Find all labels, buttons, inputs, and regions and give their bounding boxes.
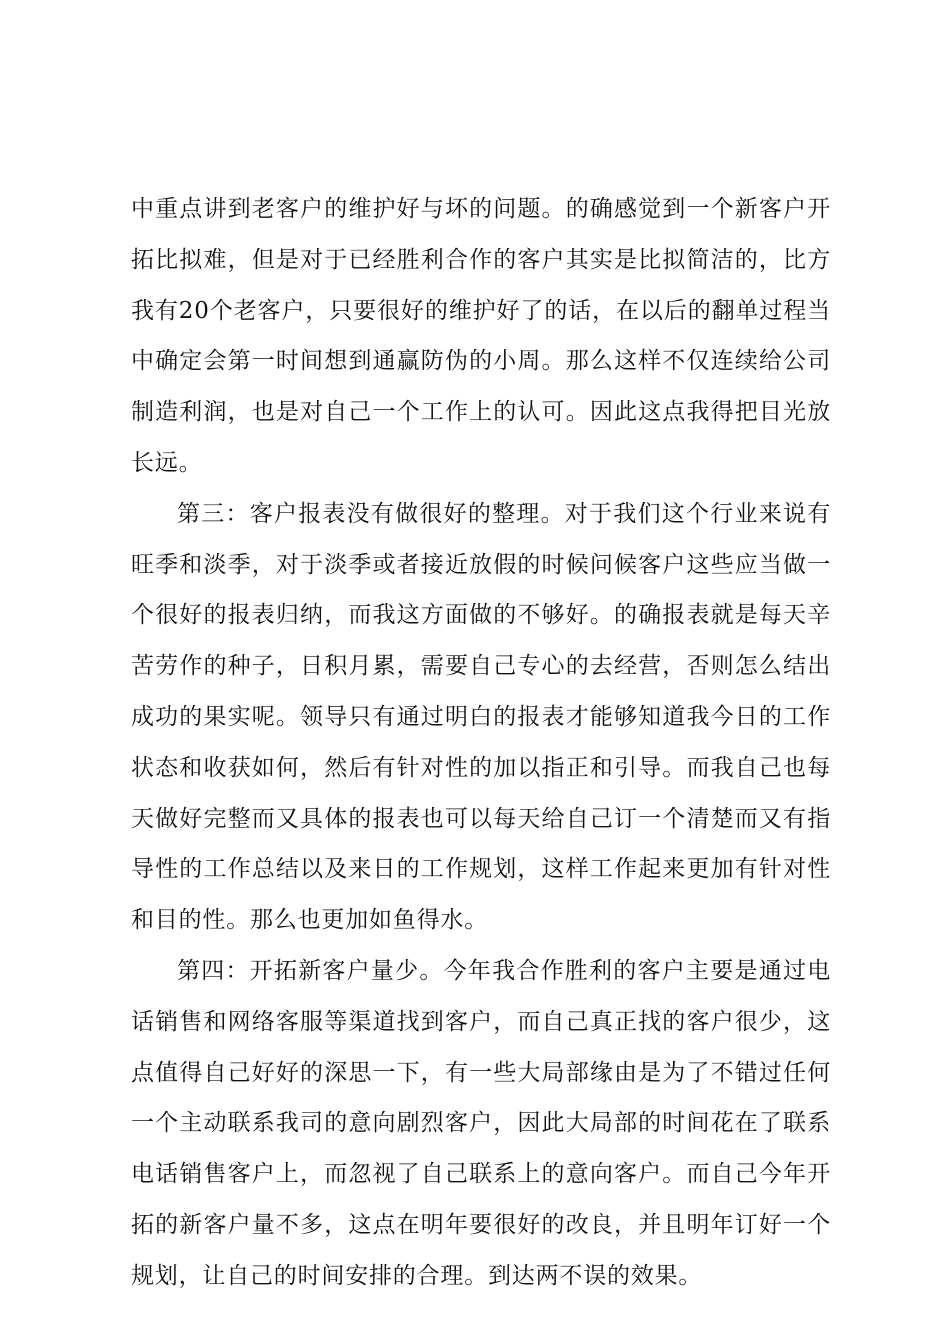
paragraph-point-four: 第四：开拓新客户量少。今年我合作胜利的客户主要是通过电话销售和网络客服等渠道找到客户，而自己真正找的客户很少，这点值得自己好好的深思一下，有一些大局部缘由是为了不错过任何一个主动联系我司的意向剧烈客户，因此大局部的时间花在了联系电话销售客户上，而忽视了自己联系上的意向客户。而自己今年开拓的新客户量不多，这点在明年要很好的改良，并且明年订好一个规划，让自己的时间安排的合理。到达两不误的效果。: [131, 957, 831, 1289]
document-body: [131, 184, 831, 1302]
paragraph-continuation: 中重点讲到老客户的维护好与坏的问题。的确感觉到一个新客户开拓比拟难，但是对于已经胜利合作的客户其实是比拟简洁的，比方我有20个老客户，只要很好的维护好了的话，在以后的翻单过程当中确定会第一时间想到通赢防伪的小周。那么这样不仅连续给公司制造利润，也是对自己一个工作上的认可。因此这点我得把目光放长远。: [131, 196, 831, 476]
paragraph-point-three: 第三：客户报表没有做很好的整理。对于我们这个行业来说有旺季和淡季，对于淡季或者接近放假的时候问候客户这些应当做一个很好的报表归纳，而我这方面做的不够好。的确报表就是每天辛苦劳作的种子，日积月累，需要自己专心的去经营，否则怎么结出成功的果实呢。领导只有通过明白的报表才能够知道我今日的工作状态和收获如何，然后有针对性的加以指正和引导。而我自己也每天做好完整而又具体的报表也可以每天给自己订一个清楚而又有指导性的工作总结以及来日的工作规划，这样工作起来更加有针对性和目的性。那么也更加如鱼得水。: [131, 500, 831, 934]
